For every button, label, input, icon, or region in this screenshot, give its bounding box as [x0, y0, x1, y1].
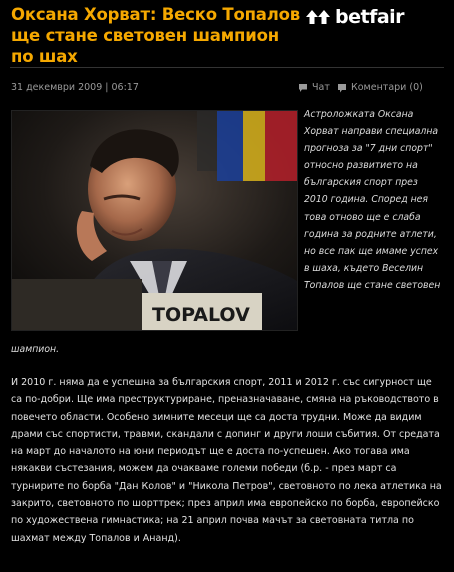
photo-caption-end: шампион. [11, 344, 60, 355]
article-photo [11, 110, 298, 331]
photo-caption: Астроложката Оксана Хорват направи специална прогноза за "7 дни спорт" относно развитието на българския спорт през 2010 година. Според нея това отново ще е слаба година за родните атлети, но все пак ще имаме успех в шаха, където Веселин Топалов ще стане световен [304, 109, 441, 291]
betfair-arrows-icon [305, 7, 331, 27]
article-body: И 2010 г. няма да е успешна за българския спорт, 2011 и 2012 г. със сигурност ще са по-добри. Ще има преструктуриране, преназначаване, смяна на ръководството в повечето области. Особено зимните месеци ще са доста трудни. Може да видим драми със спортисти, травми, скандали с допинг и други лоши събития. От средата на март до началото на юни периодът ще е доста по-успешен. Ако тогава има някакви състезания, можем да очакваме големи победи (б.р. - през март са турнирите по борба "Дан Колов" и "Никола Петров", световното по лека атлетика на закрито, световното по шорттрек; през април има европейско по борба, европейско по художествена гимнастика; на 21 април почва мачът за световната титла по шахмат между Топалов и Ананд). [11, 377, 442, 544]
comments-label: Коментари (0) [351, 82, 423, 93]
article-meta [11, 82, 441, 96]
article-date: 31 декември 2009 | 06:17 [11, 82, 139, 93]
brand-name: betfair [335, 6, 405, 28]
chat-label: Чат [312, 82, 330, 93]
speech-bubble-icon [298, 83, 308, 93]
chat-link[interactable] [298, 82, 330, 93]
header-divider [10, 67, 444, 68]
betfair-logo[interactable] [305, 5, 445, 29]
nameplate-text: TOPALOV [152, 304, 250, 326]
comments-link[interactable] [337, 82, 423, 93]
chess-player-photo [12, 111, 297, 330]
article-title: Оксана Хорват: Веско Топалов ще стане световен шампион по шах [11, 5, 300, 66]
comment-icon [337, 83, 347, 93]
